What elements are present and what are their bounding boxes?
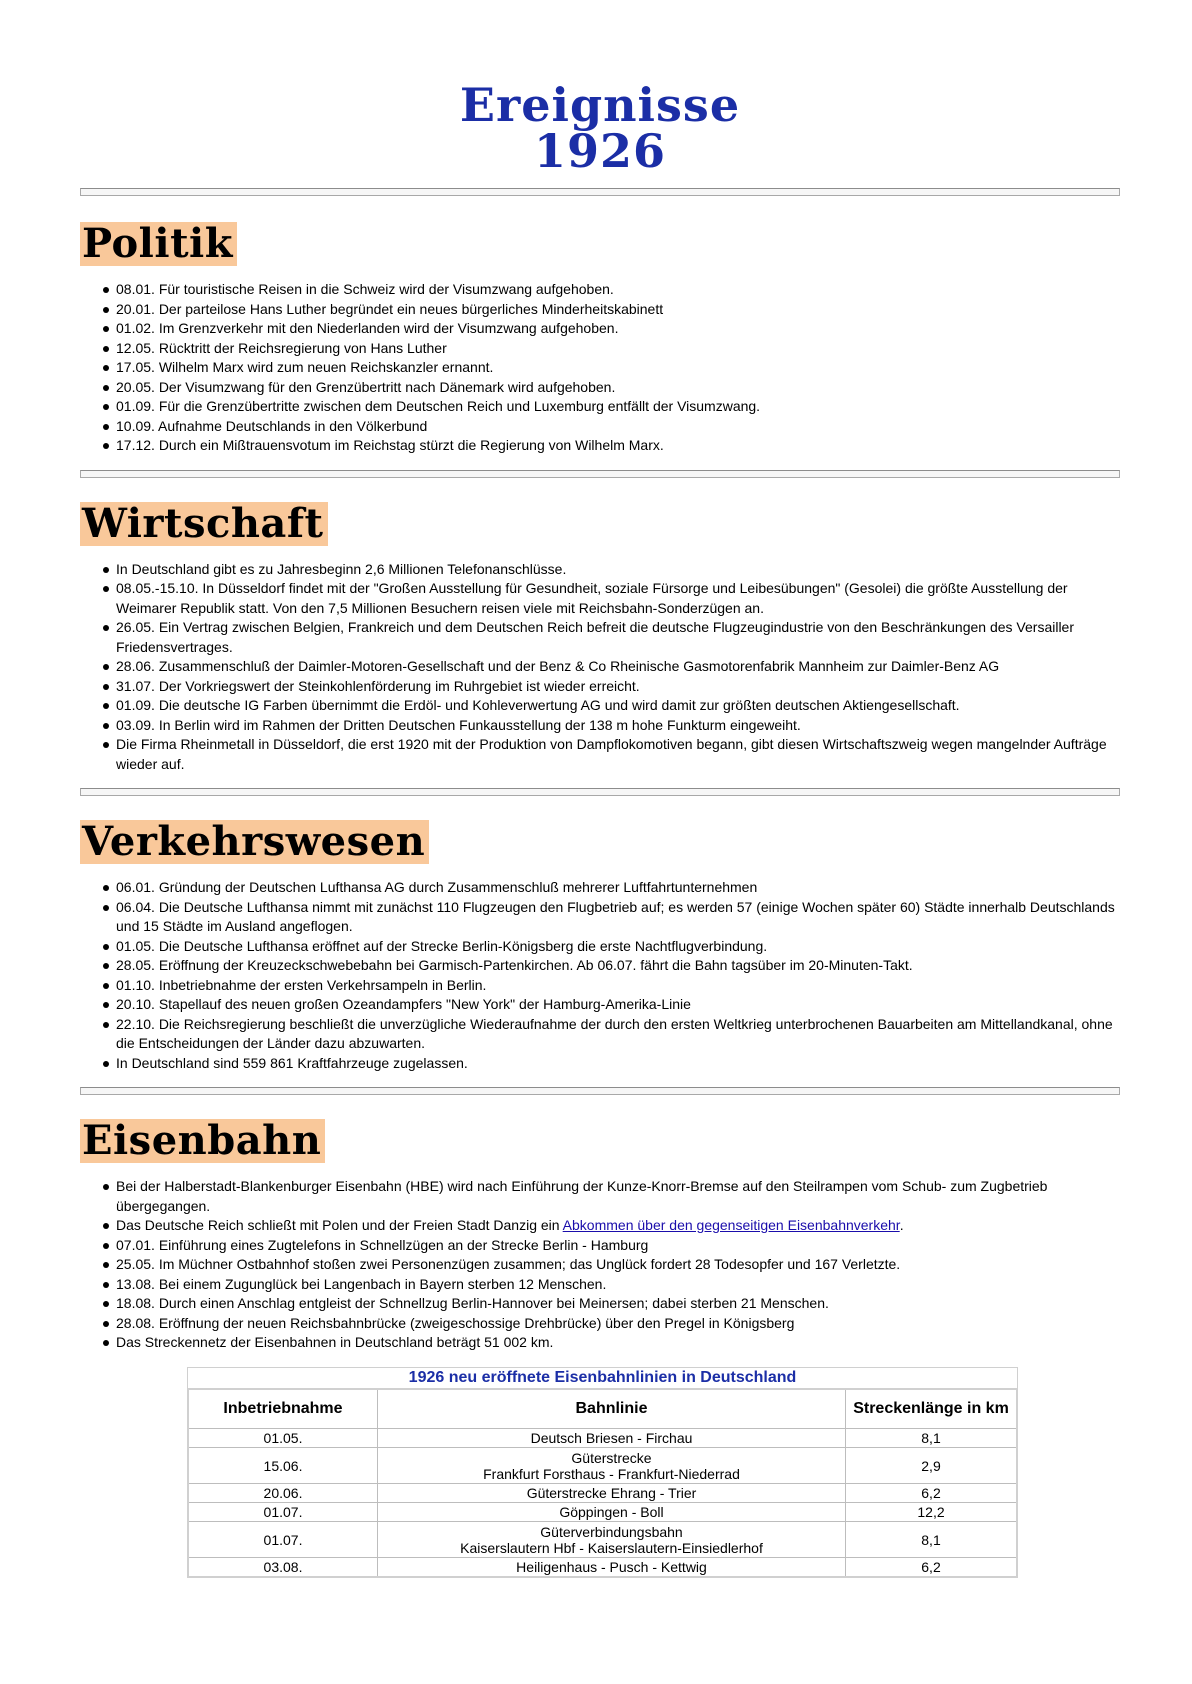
section-verkehrswesen: [80, 820, 1120, 864]
table-caption: 1926 neu eröffnete Eisenbahnlinien in Deutschland: [187, 1367, 1018, 1388]
page-title-line2: 1926: [533, 124, 667, 178]
list-item: 10.09. Aufnahme Deutschlands in den Völkerbund: [80, 417, 1120, 437]
page-title-line1: Ereignisse: [459, 78, 741, 132]
list-item: Bei der Halberstadt-Blankenburger Eisenbahn (HBE) wird nach Einführung der Kunze-Knorr-Bremse auf den Steilrampen vom Schub- zum Zugbetrieb übergegangen.: [80, 1177, 1120, 1216]
cell-date: 01.05.: [188, 1429, 378, 1448]
cell-line: [378, 1484, 846, 1503]
event-list-politik: [80, 280, 1120, 456]
list-item: 01.05. Die Deutsche Lufthansa eröffnet auf der Strecke Berlin-Königsberg die erste Nachtflugverbindung.: [80, 937, 1120, 957]
agreement-link[interactable]: Abkommen über den gegenseitigen Eisenbahnverkehr: [562, 1217, 900, 1233]
list-item: 01.02. Im Grenzverkehr mit den Niederlanden wird der Visumzwang aufgehoben.: [80, 319, 1120, 339]
cell-length: 2,9: [846, 1448, 1018, 1484]
section-heading: Politik: [80, 222, 237, 266]
railway-lines-table: [187, 1367, 1018, 1578]
list-item: 20.01. Der parteilose Hans Luther begründet ein neues bürgerliches Minderheitskabinett: [80, 300, 1120, 320]
table-row: [188, 1484, 1017, 1503]
list-item: 17.12. Durch ein Mißtrauensvotum im Reichstag stürzt die Regierung von Wilhelm Marx.: [80, 436, 1120, 456]
list-item: 01.10. Inbetriebnahme der ersten Verkehrsampeln in Berlin.: [80, 976, 1120, 996]
list-item: 06.01. Gründung der Deutschen Lufthansa AG durch Zusammenschluß mehrerer Luftfahrtunternehmen: [80, 878, 1120, 898]
list-item: 20.05. Der Visumzwang für den Grenzübertritt nach Dänemark wird aufgehoben.: [80, 378, 1120, 398]
list-item: 07.01. Einführung eines Zugtelefons in Schnellzügen an der Strecke Berlin - Hamburg: [80, 1236, 1120, 1256]
list-item: 08.01. Für touristische Reisen in die Schweiz wird der Visumzwang aufgehoben.: [80, 280, 1120, 300]
horizontal-rule: [80, 1087, 1120, 1095]
cell-line: [378, 1448, 846, 1484]
column-header-line: Bahnlinie: [378, 1389, 846, 1429]
event-list-wirtschaft: [80, 560, 1120, 775]
cell-length: 12,2: [846, 1503, 1018, 1522]
section-wirtschaft: [80, 499, 1120, 547]
list-item: 08.05.-15.10. In Düsseldorf findet mit der "Großen Ausstellung für Gesundheit, soziale Fürsorge und Leibesübungen" (Gesolei) die größte Ausstellung der Weimarer Republik statt. Von den 7,5 Millionen Besuchern reisen viele mit Reichsbahn-Sonderzügen an.: [80, 579, 1120, 618]
table-row: [188, 1522, 1017, 1558]
cell-line-text: Güterstrecke: [571, 1449, 652, 1466]
list-item: 22.10. Die Reichsregierung beschließt die unverzügliche Wiederaufnahme der durch den ersten Weltkrieg unterbrochenen Bauarbeiten am Mittellandkanal, ohne die Entscheidungen der Länder dazu abzuwarten.: [80, 1015, 1120, 1054]
list-item: 17.05. Wilhelm Marx wird zum neuen Reichskanzler ernannt.: [80, 358, 1120, 378]
list-item: 01.09. Für die Grenzübertritte zwischen dem Deutschen Reich und Luxemburg entfällt der Visumzwang.: [80, 397, 1120, 417]
list-item: In Deutschland gibt es zu Jahresbeginn 2,6 Millionen Telefonanschlüsse.: [80, 560, 1120, 580]
page-title: [80, 78, 1120, 178]
list-item: [80, 1216, 1120, 1236]
list-item: 31.07. Der Vorkriegswert der Steinkohlenförderung im Ruhrgebiet ist wieder erreicht.: [80, 677, 1120, 697]
list-item: 12.05. Rücktritt der Reichsregierung von Hans Luther: [80, 339, 1120, 359]
cell-date: 20.06.: [188, 1484, 378, 1503]
list-item: 01.09. Die deutsche IG Farben übernimmt die Erdöl- und Kohleverwertung AG und wird damit zur größten deutschen Aktiengesellschaft.: [80, 696, 1120, 716]
list-item-text: .: [899, 1217, 904, 1233]
table-row: [188, 1558, 1017, 1577]
cell-length: 8,1: [846, 1429, 1018, 1448]
table-row: [188, 1429, 1017, 1448]
cell-length: 8,1: [846, 1522, 1018, 1558]
horizontal-rule: [80, 788, 1120, 796]
list-item: 28.08. Eröffnung der neuen Reichsbahnbrücke (zweigeschossige Drehbrücke) über den Pregel in Königsberg: [80, 1314, 1120, 1334]
list-item: 26.05. Ein Vertrag zwischen Belgien, Frankreich und dem Deutschen Reich befreit die deutsche Flugzeugindustrie von den Beschränkungen des Versailler Friedensvertrages.: [80, 618, 1120, 657]
cell-line-text: Deutsch Briesen - Firchau: [530, 1430, 693, 1446]
list-item: 18.08. Durch einen Anschlag entgleist der Schnellzug Berlin-Hannover bei Meinersen; dabei sterben 21 Menschen.: [80, 1294, 1120, 1314]
cell-date: 01.07.: [188, 1503, 378, 1522]
list-item: 20.10. Stapellauf des neuen großen Ozeandampfers "New York" der Hamburg-Amerika-Linie: [80, 995, 1120, 1015]
column-header-date: Inbetriebnahme: [188, 1389, 378, 1429]
table-row: [188, 1503, 1017, 1522]
page: [80, 0, 1120, 1578]
cell-line-text: Güterstrecke Ehrang - Trier: [526, 1485, 697, 1501]
list-item: Die Firma Rheinmetall in Düsseldorf, die erst 1920 mit der Produktion von Dampflokomotiven begann, gibt diesen Wirtschaftszweig wegen mangelnder Aufträge wieder auf.: [80, 735, 1120, 774]
cell-length: 6,2: [846, 1484, 1018, 1503]
list-item: 06.04. Die Deutsche Lufthansa nimmt mit zunächst 110 Flugzeugen den Flugbetrieb auf; es werden 57 (einige Wochen später 60) Städte innerhalb Deutschlands und 15 Städte im Ausland angeflogen.: [80, 898, 1120, 937]
event-list-verkehrswesen: [80, 878, 1120, 1073]
cell-line-text: Kaiserslautern Hbf - Kaiserslautern-Einsiedlerhof: [460, 1539, 763, 1556]
cell-date: 15.06.: [188, 1448, 378, 1484]
cell-date: 01.07.: [188, 1522, 378, 1558]
list-item-text: Das Deutsche Reich schließt mit Polen und der Freien Stadt Danzig ein: [116, 1217, 563, 1233]
list-item: 13.08. Bei einem Zugunglück bei Langenbach in Bayern sterben 12 Menschen.: [80, 1275, 1120, 1295]
table-row: [188, 1448, 1017, 1484]
cell-line-text: Güterverbindungsbahn: [540, 1523, 683, 1540]
cell-line-text: Frankfurt Forsthaus - Frankfurt-Niederrad: [483, 1465, 740, 1482]
section-politik: [80, 222, 1120, 266]
cell-line: [378, 1429, 846, 1448]
cell-line-text: Göppingen - Boll: [559, 1504, 664, 1520]
section-heading: Wirtschaft: [80, 502, 328, 546]
cell-date: 03.08.: [188, 1558, 378, 1577]
section-eisenbahn: [80, 1119, 1120, 1163]
section-heading: Verkehrswesen: [80, 820, 429, 864]
section-heading: Eisenbahn: [80, 1119, 325, 1163]
list-item: 28.05. Eröffnung der Kreuzeckschwebebahn bei Garmisch-Partenkirchen. Ab 06.07. fährt die Bahn tagsüber im 20-Minuten-Takt.: [80, 956, 1120, 976]
list-item: 03.09. In Berlin wird im Rahmen der Dritten Deutschen Funkausstellung der 138 m hohe Funkturm eingeweiht.: [80, 716, 1120, 736]
list-item: 28.06. Zusammenschluß der Daimler-Motoren-Gesellschaft und der Benz & Co Rheinische Gasmotorenfabrik Mannheim zur Daimler-Benz AG: [80, 657, 1120, 677]
horizontal-rule: [80, 188, 1120, 196]
list-item: In Deutschland sind 559 861 Kraftfahrzeuge zugelassen.: [80, 1054, 1120, 1074]
cell-line-text: Heiligenhaus - Pusch - Kettwig: [516, 1558, 707, 1575]
column-header-length: Streckenlänge in km: [846, 1389, 1018, 1429]
cell-line: [378, 1558, 846, 1577]
event-list-eisenbahn: [80, 1177, 1120, 1353]
list-item: 25.05. Im Müchner Ostbahnhof stoßen zwei Personenzügen zusammen; das Unglück fordert 28 Todesopfer und 167 Verletzte.: [80, 1255, 1120, 1275]
cell-line: [378, 1522, 846, 1558]
cell-length: 6,2: [846, 1558, 1018, 1577]
cell-line: [378, 1503, 846, 1522]
list-item: Das Streckennetz der Eisenbahnen in Deutschland beträgt 51 002 km.: [80, 1333, 1120, 1353]
horizontal-rule: [80, 470, 1120, 478]
